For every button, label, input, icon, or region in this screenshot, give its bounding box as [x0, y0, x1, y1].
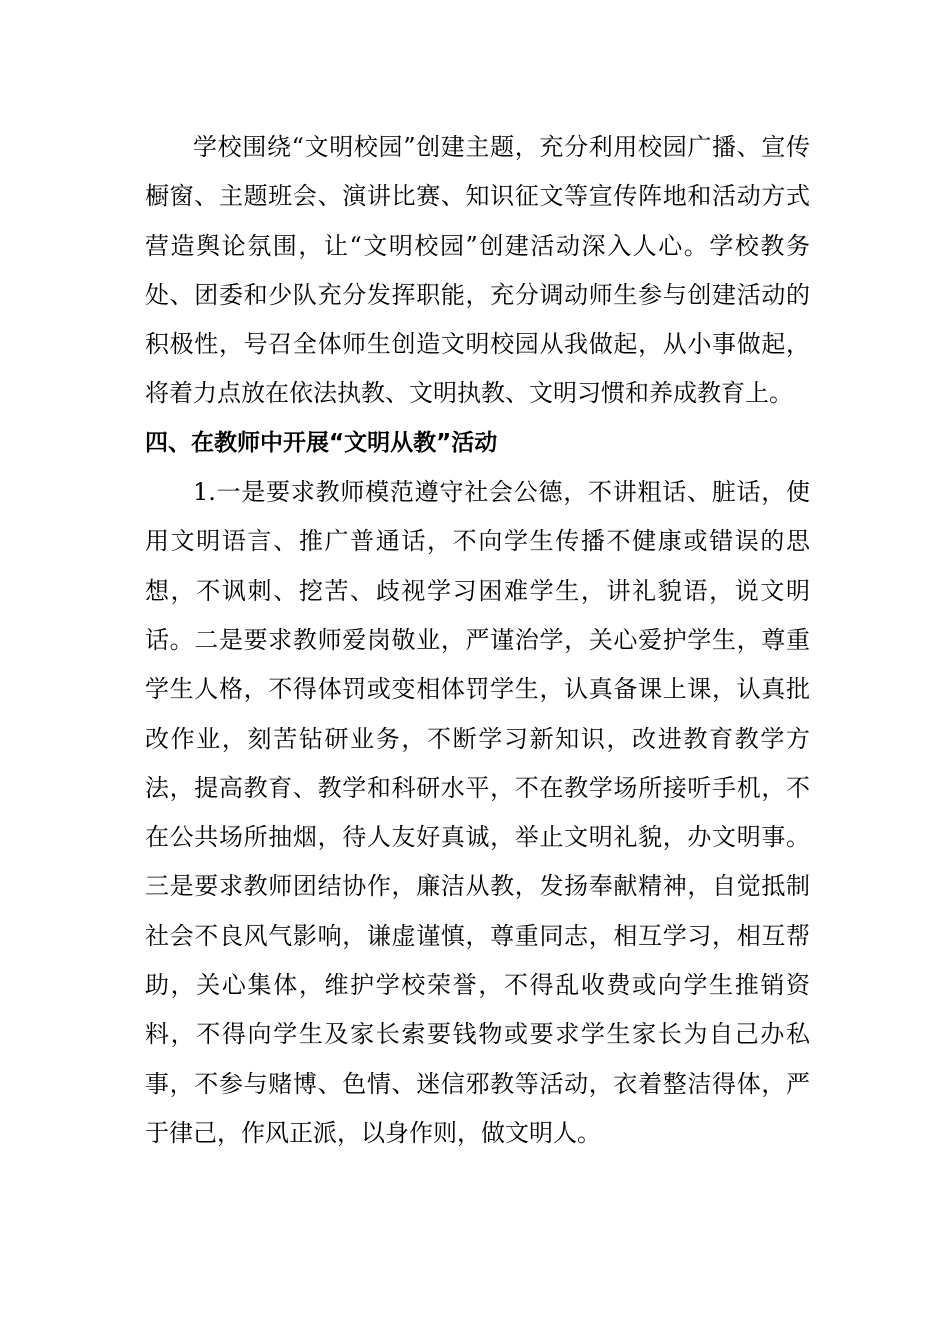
body-paragraph: 1.一是要求教师模范遵守社会公德，不讲粗话、脏话，使用文明语言、推广普通话，不向学生传播不健康或错误的思想，不讽刺、挖苦、歧视学习困难学生，讲礼貌语，说文明话。二是要求教师爱岗敬业，严谨治学，关心爱护学生，尊重学生人格，不得体罚或变相体罚学生，认真备课上课，认真批改作业，刻苦钻研业务，不断学习新知识，改进教育教学方法，提高教育、教学和科研水平，不在教学场所接听手机，不在公共场所抽烟，待人友好真诚，举止文明礼貌，办文明事。三是要求教师团结协作，廉洁从教，发扬奉献精神，自觉抵制社会不良风气影响，谦虚谨慎，尊重同志，相互学习，相互帮助，关心集体，维护学校荣誉，不得乱收费或向学生推销资料，不得向学生及家长索要钱物或要求学生家长为自己办私事，不参与赌博、色情、迷信邪教等活动，衣着整洁得体，严于律己，作风正派，以身作则，做文明人。	[145, 478, 810, 1147]
body-paragraph: 学校围绕“文明校园”创建主题，充分利用校园广播、宣传橱窗、主题班会、演讲比赛、知识征文等宣传阵地和活动方式营造舆论氛围，让“文明校园”创建活动深入人心。学校教务处、团委和少队充分发挥职能，充分调动师生参与创建活动的积极性，号召全体师生创造文明校园从我做起，从小事做起，将着力点放在依法执教、文明执教、文明习惯和养成教育上。	[145, 133, 810, 408]
section-heading: 四、在教师中开展“文明从教”活动	[145, 429, 498, 456]
document-page	[145, 123, 810, 1158]
